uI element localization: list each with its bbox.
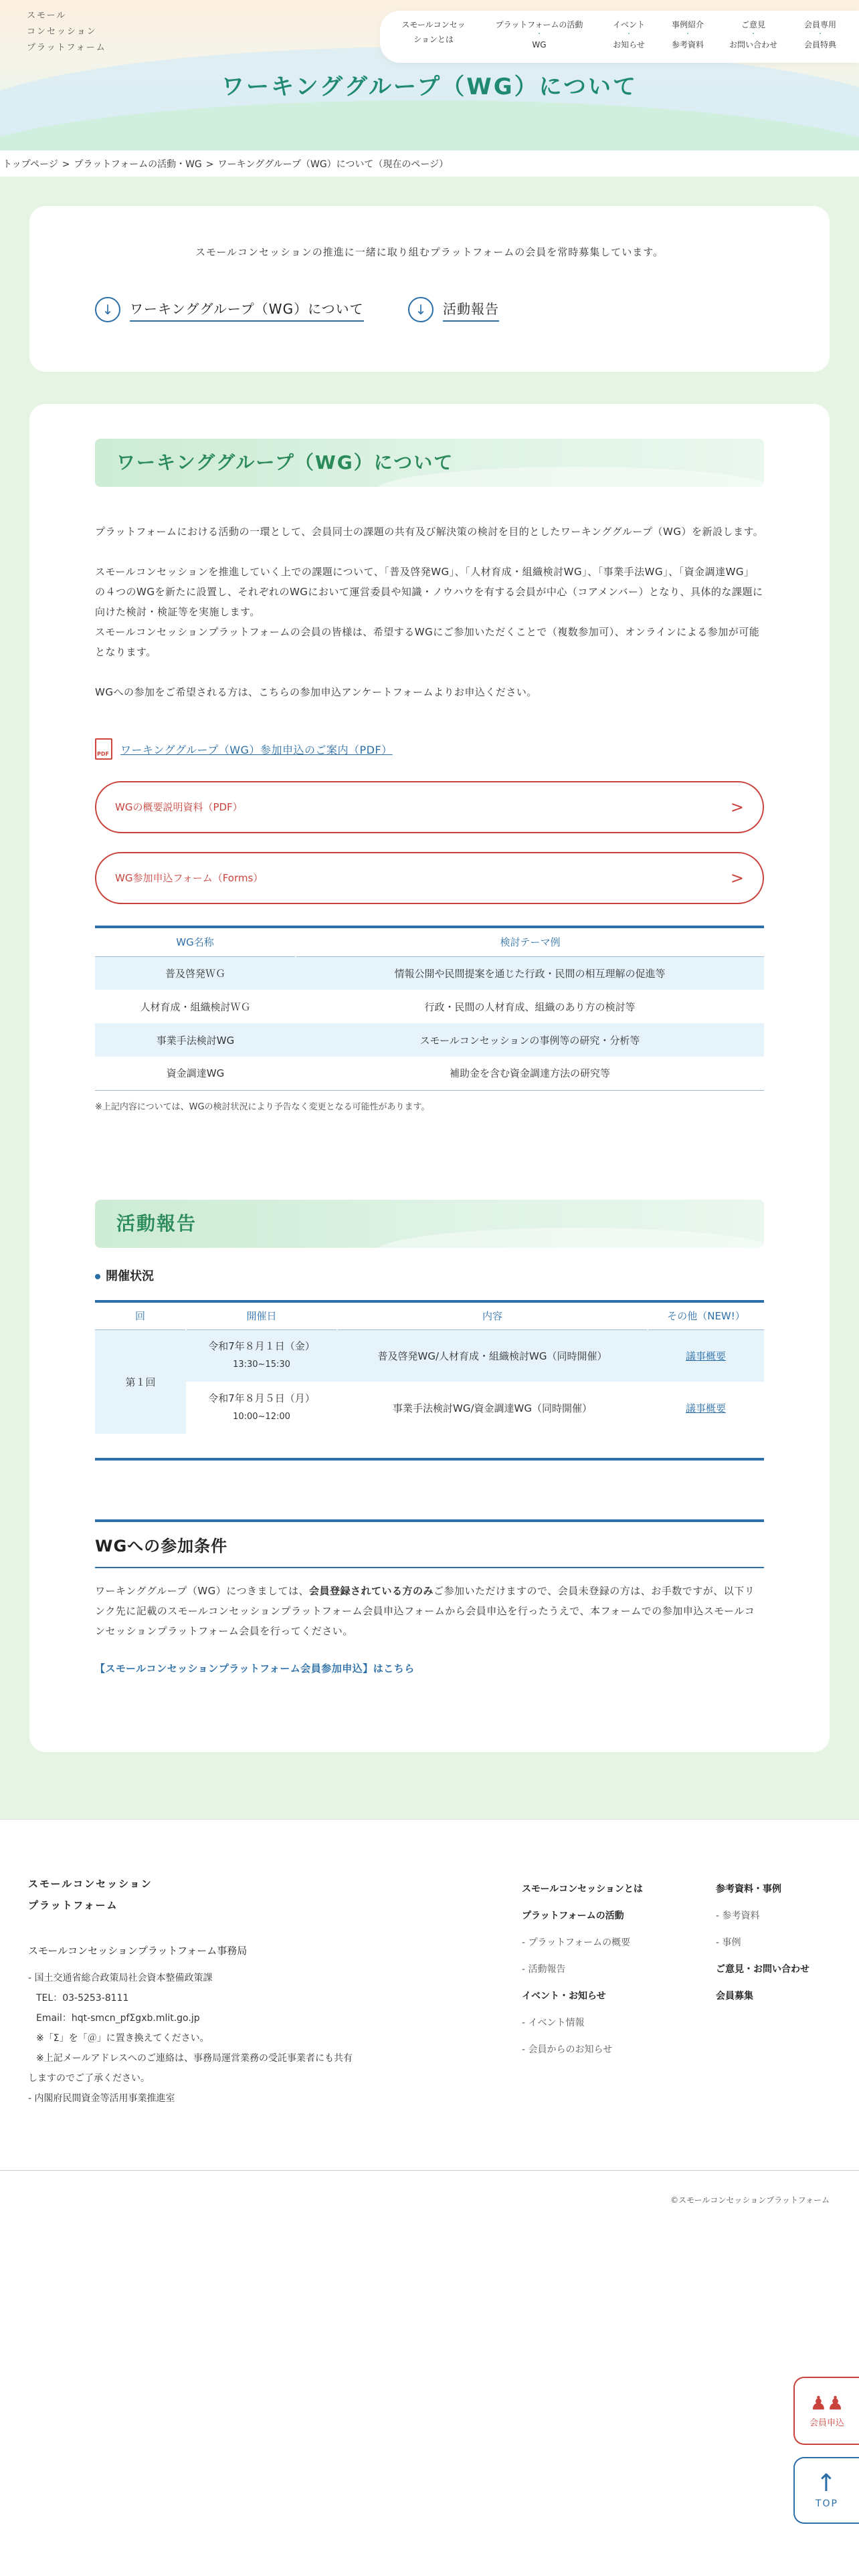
nav-separator: ・ <box>750 31 757 38</box>
date-text: 令和7年８月１日（金） <box>208 1340 315 1353</box>
table-row <box>95 956 764 990</box>
nav-item-events[interactable] <box>605 17 653 52</box>
nav-label: お知らせ <box>613 40 645 49</box>
table-note: ※上記内容については、WGの検討状況により予告なく変更となる可能性があります。 <box>95 1102 430 1112</box>
nav-item-about[interactable] <box>393 17 474 47</box>
logo-line: コンセッション <box>27 27 97 37</box>
table-cell: 情報公開や民間提案を通じた行政・民間の相互理解の促進等 <box>296 956 764 990</box>
footer-info-line: ※「Σ」を「＠」に置き換えてください。 <box>36 2033 209 2044</box>
nav-item-activities[interactable] <box>486 17 593 52</box>
wg-application-form-button[interactable] <box>95 852 764 904</box>
footer-link[interactable]: - イベント情報 <box>522 2018 585 2028</box>
content-cell: 事業手法検討WG/資金調達WG（同時開催） <box>393 1402 592 1414</box>
hero-header <box>0 0 859 150</box>
footer <box>0 1819 859 2576</box>
breadcrumb-separator: > <box>62 159 70 170</box>
table-header-row <box>95 1301 764 1329</box>
breadcrumb-current: ワーキンググループ（WG）について（現在のページ） <box>217 159 449 170</box>
nav-label: WG <box>532 40 547 49</box>
footer-info-line: - 内閣府民間資金等活用事業推進室 <box>28 2093 175 2104</box>
nav-separator: ・ <box>626 31 632 38</box>
breadcrumb-separator: > <box>205 159 214 170</box>
conditions-text <box>95 1581 764 1641</box>
table-cell: 行政・民間の人材育成、組織のあり方の検討等 <box>424 1000 636 1013</box>
footer-link[interactable]: 参考資料・事例 <box>716 1884 781 1895</box>
site-logo[interactable] <box>27 8 140 56</box>
table-row <box>95 1329 764 1382</box>
table-cell: 普及啓発ＷＧ <box>95 956 296 990</box>
section-heading-report <box>95 1200 764 1248</box>
report-table <box>95 1300 764 1434</box>
footer-link[interactable]: プラットフォームの活動 <box>522 1911 624 1921</box>
table-row <box>95 1023 764 1057</box>
nav-label: 事例紹介 <box>671 20 704 29</box>
table-row <box>95 1382 764 1434</box>
footer-link[interactable]: イベント・お知らせ <box>522 1991 606 2002</box>
content-cell: 普及啓発WG/人材育成・組織検討WG（同時開催） <box>337 1329 648 1382</box>
floating-button-label: TOP <box>815 2498 838 2509</box>
conditions-heading: WGへの参加条件 <box>95 1519 764 1568</box>
table-cell: 補助金を含む資金調達方法の研究等 <box>296 1057 764 1090</box>
time-text: 13:30~15:30 <box>233 1360 290 1370</box>
conditions-text-emphasis: 会員登録されている方のみ <box>309 1585 434 1597</box>
anchor-label: ワーキンググループ（WG）について <box>130 298 364 322</box>
footer-contact-info <box>28 1968 353 2109</box>
table-header: その他（NEW!） <box>648 1301 764 1329</box>
member-join-floating-button[interactable] <box>793 2377 859 2445</box>
chevron-right-icon: > <box>730 869 744 887</box>
table-header: 開催日 <box>186 1301 337 1329</box>
anchor-label: 活動報告 <box>443 298 499 322</box>
nav-label: イベント <box>612 20 645 29</box>
nav-separator: ・ <box>536 31 543 38</box>
section-heading-text: ワーキンググループ（WG）について <box>116 451 454 473</box>
footer-info-line: しますのでご了承ください。 <box>28 2073 150 2084</box>
nav-label: スモールコンセッ <box>401 20 466 29</box>
breadcrumb-activities[interactable]: プラットフォームの活動・WG <box>74 159 202 170</box>
table-bottom-rule <box>95 1458 764 1461</box>
table-cell: 人材育成・組織検討ＷＧ <box>140 1000 251 1013</box>
down-arrow-circle-icon: ↓ <box>408 297 434 322</box>
table-header: 検討テーマ例 <box>296 927 764 956</box>
footer-info-line: Email：hqt-smcn_pfΣgxb.mlit.go.jp <box>36 2013 200 2024</box>
chevron-right-icon: > <box>730 798 744 817</box>
minutes-link[interactable]: 議事概要 <box>685 1402 726 1414</box>
nav-label: お問い合わせ <box>729 40 777 49</box>
table-cell: 資金調達WG <box>95 1057 296 1090</box>
footer-link[interactable]: - 参考資料 <box>716 1911 760 1921</box>
footer-link[interactable]: - 活動報告 <box>522 1964 566 1975</box>
anchor-link-wg[interactable] <box>95 297 364 322</box>
wg-paragraph: スモールコンセッションプラットフォームの会員の皆様は、希望するWGにご参加いただくことで（複数参加可）、オンラインによる参加が可能となります。 <box>95 626 760 658</box>
table-row <box>95 990 764 1023</box>
breadcrumb <box>0 152 859 177</box>
footer-org-name <box>28 1873 153 1916</box>
anchor-link-report[interactable] <box>408 297 499 322</box>
nav-label: ションとは <box>413 35 454 44</box>
section-heading-wg <box>95 439 764 487</box>
content-card <box>29 404 830 1752</box>
nav-separator: ・ <box>684 31 691 38</box>
copyright: ©スモールコンセッションプラットフォーム <box>670 2195 830 2205</box>
down-arrow-circle-icon: ↓ <box>95 297 120 322</box>
nav-label: プラットフォームの活動 <box>495 20 583 29</box>
footer-link[interactable]: - プラットフォームの概要 <box>522 1937 631 1948</box>
table-header: WG名称 <box>95 927 296 956</box>
floating-button-label: 会員申込 <box>809 2418 844 2428</box>
back-to-top-button[interactable] <box>793 2457 859 2524</box>
footer-org-line: スモールコンセッション <box>28 1878 153 1890</box>
footer-office: スモールコンセッションプラットフォーム事務局 <box>28 1945 248 1957</box>
logo-line: プラットフォーム <box>27 43 106 53</box>
nav-item-members[interactable] <box>796 17 844 52</box>
table-row <box>95 1057 764 1090</box>
nav-label: 会員専用 <box>803 20 836 29</box>
arrow-up-icon: ↑ <box>816 2470 838 2497</box>
wg-paragraph: WGへの参加をご希望される方は、こちらの参加申込アンケートフォームよりお申込ください。 <box>95 686 537 698</box>
footer-info-line: TEL：03-5253-8111 <box>36 1993 129 2004</box>
conditions-text-part: ワーキンググループ（WG）につきましては、 <box>95 1585 310 1597</box>
intro-card <box>29 206 830 372</box>
table-header: 内容 <box>337 1301 648 1329</box>
people-icon: ♟♟ <box>809 2392 844 2414</box>
nav-item-cases[interactable] <box>664 17 712 52</box>
round-cell: 第１回 <box>95 1329 186 1434</box>
intro-text: スモールコンセッションの推進に一緒に取り組むプラットフォームの会員を常時募集しています。 <box>195 246 664 258</box>
nav-separator: ・ <box>817 31 824 38</box>
nav-item-contact[interactable] <box>720 17 787 52</box>
footer-link[interactable]: - 事例 <box>716 1937 741 1948</box>
footer-link[interactable]: スモールコンセッションとは <box>522 1884 643 1895</box>
conditions-text-part: ご参加いただけますので、会員未登録の方は、お手数ですが、以下リンク先に記載のスモールコンセッションプラットフォーム会員申込フォームから会員申込を行ったうえで、本フォームでの参加申込スモールコンセッションプラットフォーム会員を行ってください。 <box>95 1585 755 1637</box>
wg-paragraph: スモールコンセッションを推進していく上での課題について、「普及啓発WG」、「人材育成・組織検討WG」、「事業手法WG」、「資金調達WG」の４つのWGを新たに設置し、それぞれのWGにおいて運営委員や知識・ノウハウを有する会員が中心（コアメンバー）となり、具体的な課題に向けた検討・検証等を実施します。 <box>95 566 763 618</box>
wg-table <box>95 926 764 1091</box>
status-heading: 開催状況 <box>95 1267 154 1284</box>
button-label: WGの概要説明資料（PDF） <box>115 801 243 813</box>
pdf-guide-link[interactable] <box>95 738 393 760</box>
global-nav <box>380 11 859 63</box>
footer-org-line: プラットフォーム <box>28 1899 118 1911</box>
footer-nav-column <box>716 1876 809 2010</box>
banner-decoration <box>376 1228 764 1248</box>
footer-info-line: - 国土交通省総合政策局社会資本整備政策課 <box>28 1973 213 1983</box>
date-cell <box>186 1329 337 1382</box>
logo-line: スモール <box>27 11 67 21</box>
table-header: 回 <box>95 1301 186 1329</box>
other-cell <box>648 1329 764 1382</box>
nav-label: ご意見 <box>741 20 765 29</box>
table-cell: 事業手法検討WG <box>95 1023 296 1057</box>
footer-link[interactable]: 会員募集 <box>716 1991 753 2002</box>
member-signup-link[interactable]: 【スモールコンセッションプラットフォーム会員参加申込】はこちら <box>95 1662 415 1675</box>
nav-label: 参考資料 <box>671 40 704 49</box>
other-cell <box>648 1382 764 1434</box>
button-label: WG参加申込フォーム（Forms） <box>115 872 264 884</box>
footer-nav-column <box>522 1876 643 2063</box>
wg-overview-pdf-button[interactable] <box>95 781 764 833</box>
footer-info-line: ※上記メールアドレスへのご連絡は、事務局運営業務の受託事業者にも共有 <box>36 2053 353 2064</box>
minutes-link[interactable]: 議事概要 <box>685 1350 726 1362</box>
date-cell <box>186 1382 337 1434</box>
table-cell: スモールコンセッションの事例等の研究・分析等 <box>296 1023 764 1057</box>
nav-label: 会員特典 <box>803 40 836 49</box>
breadcrumb-home[interactable]: トップページ <box>3 159 58 170</box>
pdf-link-label: ワーキンググループ（WG）参加申込のご案内（PDF） <box>120 743 393 756</box>
page-title: ワーキンググループ（WG）について <box>221 74 638 100</box>
footer-link[interactable]: - 会員からのお知らせ <box>522 2044 613 2055</box>
footer-divider <box>0 2170 859 2171</box>
pdf-icon <box>95 738 112 760</box>
footer-link[interactable]: ご意見・お問い合わせ <box>716 1964 809 1975</box>
section-heading-text: 活動報告 <box>116 1212 197 1235</box>
wg-paragraph: プラットフォームにおける活動の一環として、会員同士の課題の共有及び解決策の検討を目的としたワーキンググループ（WG）を新設します。 <box>95 526 764 538</box>
date-text: 令和7年８月５日（月） <box>208 1392 315 1404</box>
time-text: 10:00~12:00 <box>233 1412 290 1422</box>
table-header-row <box>95 927 764 956</box>
